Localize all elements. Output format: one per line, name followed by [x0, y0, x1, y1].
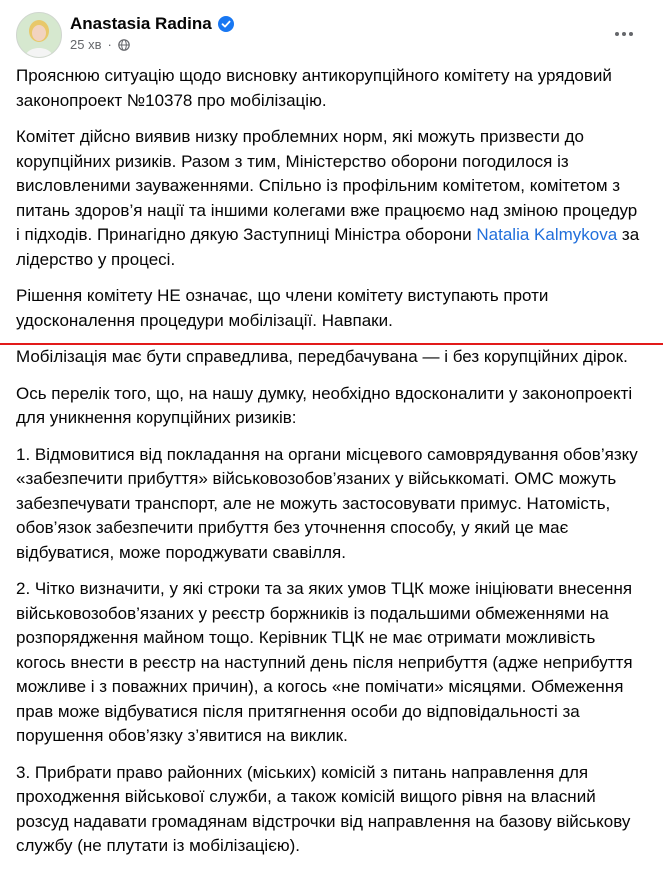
paragraph-5: Ось перелік того, що, на нашу думку, необхідно вдосконалити у законопроекті для уникнення корупційних ризиків:: [16, 383, 633, 427]
paragraph-2-text: Комітет дійсно виявив низку проблемних норм, які можуть призвести до корупційних ризиків. Разом з тим, Міністерство оборони погодилося із висловленими зауваженнями. Спільно із профільним комітетом, комітетом з питань здоров’я нації та іншими колегами вже працюємо над зміною процедур і підходів. Принагідно дякую Заступниці Міністра оборони: [16, 127, 638, 244]
post-body: [16, 64, 640, 871]
paragraph-6: 1. Відмовитися від покладання на органи місцевого самоврядування обов’язку «забезпечити прибуття» військовозобов’язаних у військкоматі. ОМС можуть забезпечувати транспорт, але не можуть застосовувати примус. Натомість, обов’язок забезпечити прибуття без уточнення способу, у який це має відбуватися, може породжувати свавілля.: [16, 444, 638, 562]
avatar[interactable]: [16, 12, 62, 58]
verified-badge-icon: [218, 16, 234, 32]
more-options-icon[interactable]: [612, 22, 636, 46]
paragraph-8: 3. Прибрати право районних (міських) комісій з питань направлення для проходження військової служби, а також комісій вищого рівня на власний розсуд надавати громадянам відстрочки від направлення на базову військову службу (не плутати із мобілізацією).: [16, 762, 631, 855]
author-name[interactable]: Anastasia Radina: [70, 14, 212, 33]
red-divider-line: [0, 343, 663, 345]
paragraph-1: Прояснюю ситуацію щодо висновку антикорупційного комітету на урядовий законопроект №10378 про мобілізацію.: [16, 66, 612, 110]
post-time[interactable]: 25 хв: [70, 37, 102, 52]
paragraph-4: Мобілізація має бути справедлива, передбачувана — і без корупційних дірок.: [16, 347, 628, 366]
paragraph-7: 2. Чітко визначити, у які строки та за яких умов ТЦК може ініціювати внесення військовозобов’язаних у реєстр боржників із подальшими обмеженнями на розпорядження майном тощо. Керівник ТЦК не має отримати можливість когось внести в реєстр на наступний день після неприбуття (адже неприбуття можливе і з поважних причин), а когось «не помічати» місяцями. Обмеження прав може відбуватися після притягнення особи до відповідальності за порушення обов’язку з’явитися на виклик.: [16, 579, 633, 745]
post-header: [16, 12, 648, 58]
globe-icon: [118, 39, 130, 51]
meta-dot: ·: [107, 37, 112, 52]
author-row: [70, 14, 234, 34]
paragraph-3: Рішення комітету НЕ означає, що члени комітету виступають проти удосконалення процедури мобілізації. Навпаки.: [16, 286, 549, 330]
paragraph-2: [16, 125, 640, 272]
paragraph-2-tail: за лідерство у процесі.: [16, 225, 640, 269]
post-meta: [70, 37, 130, 52]
avatar-portrait-icon: [17, 13, 61, 57]
mention-link[interactable]: Natalia Kalmykova: [476, 225, 618, 244]
